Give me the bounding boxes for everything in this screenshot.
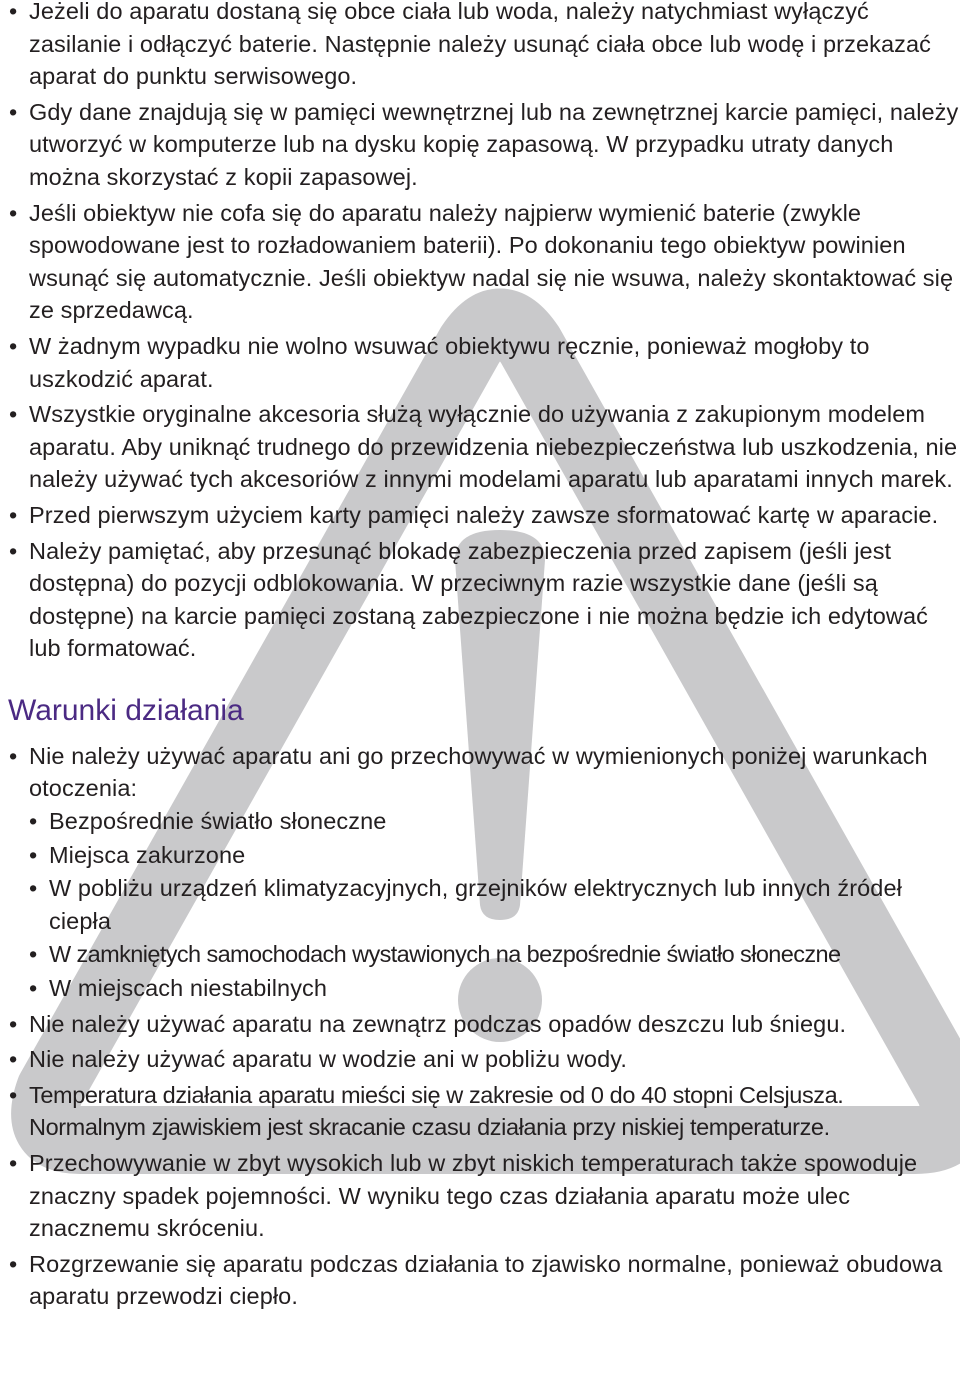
list-item: • W żadnym wypadku nie wolno wsuwać obiektywu ręcznie, ponieważ mogłoby to uszkodzić aparat. (9, 330, 960, 395)
conditions-intro: • Nie należy używać aparatu ani go przechowywać w wymienionych poniżej warunkach otoczenia: (29, 742, 928, 802)
list-item: • Wszystkie oryginalne akcesoria służą wyłącznie do używania z zakupionym modelem aparatu. Aby uniknąć trudnego do przewidzenia niebezpieczeństwa lub uszkodzenia, nie należy używać tych akcesoriów z innymi modelami aparatu lub aparatami innych marek. (9, 398, 960, 496)
section-heading: Warunki działania (8, 693, 244, 727)
operating-conditions-list (9, 740, 960, 1313)
conditions-sub-list (29, 805, 960, 1005)
list-item: • Jeżeli do aparatu dostaną się obce ciała lub woda, należy natychmiast wyłączyć zasilanie i odłączyć baterie. Następnie należy usunąć ciała obce lub wodę i przekazać aparat do punktu serwisowego. (9, 0, 960, 93)
sub-list-item: • W miejscach niestabilnych (29, 972, 960, 1005)
document-body (9, 0, 960, 1316)
list-item: • Przechowywanie w zbyt wysokich lub w zbyt niskich temperaturach także spowoduje znaczny spadek pojemności. W wyniku tego czas działania aparatu może ulec znacznemu skróceniu. (9, 1147, 960, 1245)
precautions-list (9, 0, 960, 665)
list-item: • Nie należy używać aparatu w wodzie ani w pobliżu wody. (9, 1043, 960, 1076)
list-item: • Jeśli obiektyw nie cofa się do aparatu należy najpierw wymienić baterie (zwykle spowodowane jest to rozładowaniem baterii). Po dokonaniu tego obiektyw powinien wsunąć się automatycznie. Jeśli obiektyw nadal się nie wsuwa, należy skontaktować się ze sprzedawcą. (9, 197, 960, 327)
sub-list-item: • Bezpośrednie światło słoneczne (29, 805, 960, 838)
sub-list-item: • W pobliżu urządzeń klimatyzacyjnych, grzejników elektrycznych lub innych źródeł ciepła (29, 872, 960, 937)
list-item: • Gdy dane znajdują się w pamięci wewnętrznej lub na zewnętrznej karcie pamięci, należy utworzyć w komputerze lub na dysku kopię zapasową. W przypadku utraty danych można skorzystać z kopii zapasowej. (9, 96, 960, 194)
list-item: • Należy pamiętać, aby przesunąć blokadę zabezpieczenia przed zapisem (jeśli jest dostępna) do pozycji odblokowania. W przeciwnym razie wszystkie dane (jeśli są dostępne) na karcie pamięci zostaną zabezpieczone i nie można będzie ich edytować lub formatować. (9, 535, 960, 665)
list-item (9, 740, 960, 1005)
list-item: • Nie należy używać aparatu na zewnątrz podczas opadów deszczu lub śniegu. (9, 1008, 960, 1041)
list-item: • Przed pierwszym użyciem karty pamięci należy zawsze sformatować kartę w aparacie. (9, 499, 960, 532)
sub-list-item: • W zamkniętych samochodach wystawionych na bezpośrednie światło słoneczne (29, 938, 960, 971)
list-item: • Temperatura działania aparatu mieści się w zakresie od 0 do 40 stopni Celsjusza. Normalnym zjawiskiem jest skracanie czasu działania przy niskiej temperaturze. (9, 1079, 960, 1144)
list-item: • Rozgrzewanie się aparatu podczas działania to zjawisko normalne, ponieważ obudowa aparatu przewodzi ciepło. (9, 1248, 960, 1313)
sub-list-item: • Miejsca zakurzone (29, 839, 960, 872)
